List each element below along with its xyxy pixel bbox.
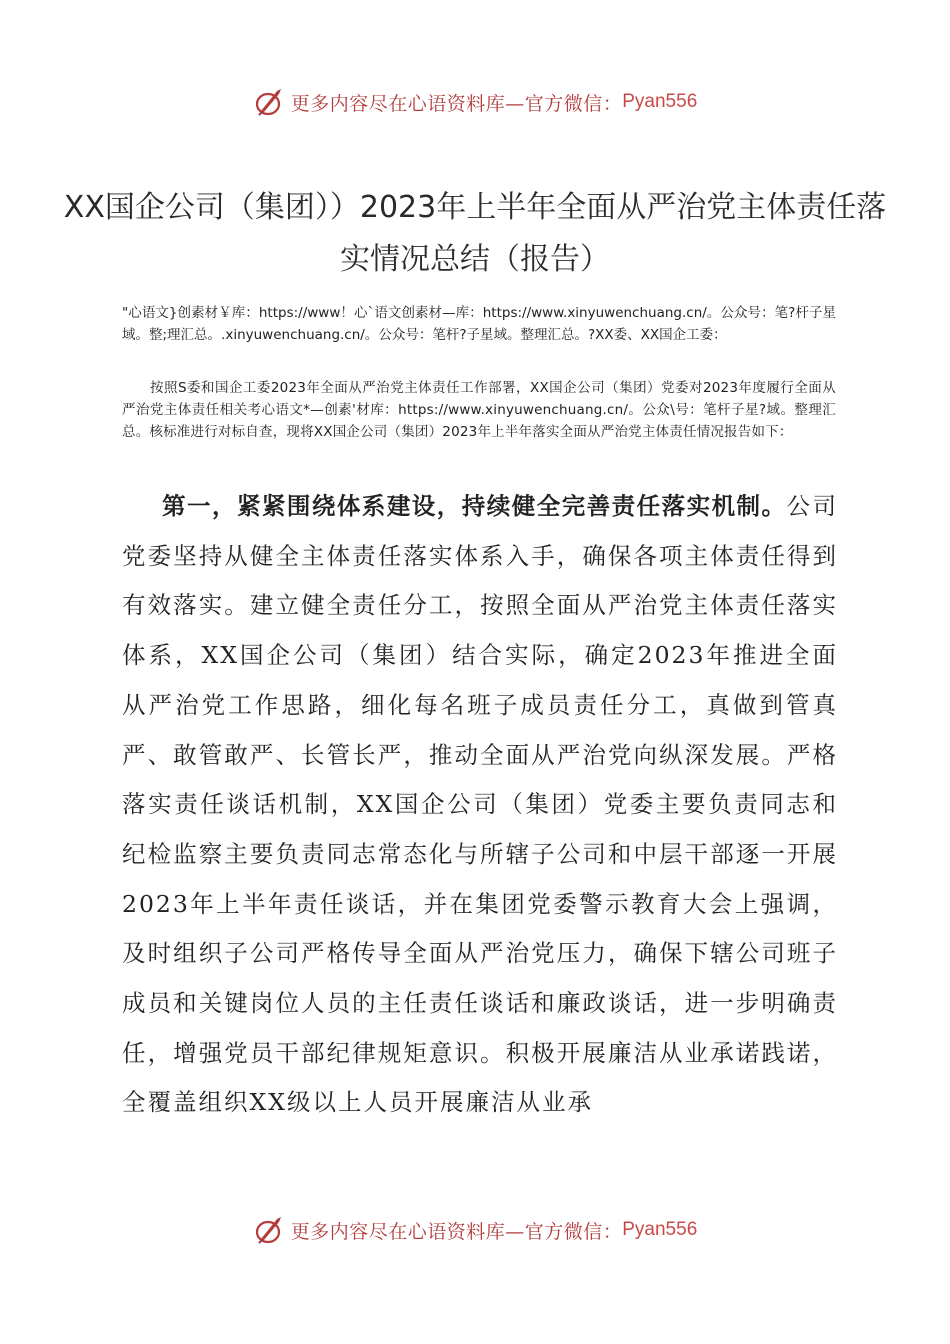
intro-text: "心语文}创素材￥库：https://www！心`语文创素材—库：https://www.xinyuwenchuang.cn/。公众号：笔?杆子星域。整;理汇总。.xinyuwenchuang.cn/。公众号：笔杆?子星域。整理汇总。?XX委、XX国企工委： [122, 305, 836, 343]
header-wechat-id: Pyan556 [622, 91, 698, 112]
footer-banner [0, 1210, 950, 1250]
footer-banner-text: 更多内容尽在心语资料库—官方微信： [290, 1220, 623, 1243]
footer-wechat-id: Pyan556 [622, 1219, 698, 1240]
header-banner-text: 更多内容尽在心语资料库—官方微信： [290, 92, 623, 115]
document-title: XX国企公司（集团））2023年上半年全面从严治党主体责任落实情况总结（报告） [63, 190, 887, 277]
header-banner [0, 82, 950, 122]
quill-logo-icon [253, 1213, 287, 1247]
section-1-body: 公司党委坚持从健全主体责任落实体系入手，确保各项主体责任得到有效落实。建立健全责任分工，按照全面从严治党主体责任落实体系，XX国企公司（集团）结合实际，确定2023年推进全面从严治党工作思路，细化每名班子成员责任分工，真做到管真严、敢管敢严、长管长严，推动全面从严治党向纵深发展。严格落实责任谈话机制，XX国企公司（集团）党委主要负责同志和纪检监察主要负责同志常态化与所辖子公司和中层干部逐一开展2023年上半年责任谈话，并在集团党委警示教育大会上强调，及时组织子公司严格传导全面从严治党压力，确保下辖公司班子成员和关键岗位人员的主任责任谈话和廉政谈话，进一步明确责任，增强党员干部纪律规矩意识。积极开展廉洁从业承诺践诺，全覆盖组织XX级以上人员开展廉洁从业承 [122, 492, 839, 1117]
section-1-paragraph [122, 482, 838, 1128]
opening-paragraph: 按照S委和国企工委2023年全面从严治党主体责任工作部署，XX国企公司（集团）党委对2023年度履行全面从严治党主体责任相关考心语文*—创素'材库：https://www.xinyuwenchuang.cn/。公众\号：笔杆子星?域。整理汇总。核标准进行对标自查，现将XX国企公司（集团）2023年上半年落实全面从严治党主体责任情况报告如下： [122, 380, 836, 440]
section-1-heading: 第一，紧紧围绕体系建设，持续健全完善责任落实机制。 [162, 492, 787, 520]
quill-logo-icon [253, 85, 287, 119]
